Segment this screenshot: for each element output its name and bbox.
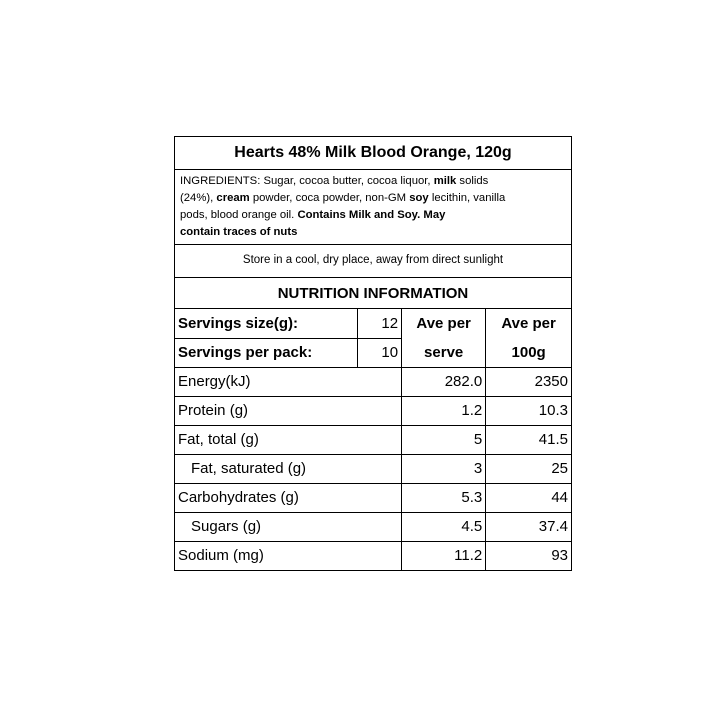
nutrient-per-100g: 10.3 (486, 396, 571, 425)
table-row (175, 541, 571, 570)
nutrient-label: Sugars (g) (175, 512, 402, 541)
table-row (175, 454, 571, 483)
nutrient-per-serve: 5.3 (402, 483, 486, 512)
servings-size-value: 12 (357, 309, 401, 338)
nutrition-label (174, 136, 572, 571)
nutrient-label: Energy(kJ) (175, 367, 402, 396)
ingredients-text-part: lecithin, vanilla (428, 192, 506, 204)
col-header-serve-1: Ave per (402, 309, 486, 338)
ingredients-text (175, 170, 571, 245)
allergen-milk: milk (433, 175, 457, 187)
nutrient-per-100g: 93 (486, 541, 571, 570)
nutrient-label: Protein (g) (175, 396, 402, 425)
ingredients-text-part: (24%), (180, 192, 217, 204)
allergen-statement: Contains Milk and Soy. May (297, 209, 446, 221)
table-row (175, 425, 571, 454)
product-title: Hearts 48% Milk Blood Orange, 120g (175, 137, 571, 170)
ingredients-text-part: solids (456, 175, 489, 187)
allergen-soy: soy (409, 192, 429, 204)
allergen-cream: cream (216, 192, 250, 204)
nutrient-per-100g: 41.5 (486, 425, 571, 454)
ingredients-text-part: INGREDIENTS: Sugar, cocoa butter, cocoa liquor, (180, 175, 434, 187)
nutrient-per-100g: 2350 (486, 367, 571, 396)
nutrition-table (175, 309, 571, 570)
servings-size-label: Servings size(g): (175, 309, 357, 338)
nutrient-label: Sodium (mg) (175, 541, 402, 570)
table-row (175, 483, 571, 512)
storage-instructions: Store in a cool, dry place, away from direct sunlight (175, 245, 571, 278)
servings-per-pack-row (175, 338, 571, 367)
servings-size-row (175, 309, 571, 338)
allergen-statement-cont: contain traces of nuts (180, 226, 298, 238)
table-row (175, 367, 571, 396)
nutrient-per-100g: 37.4 (486, 512, 571, 541)
nutrient-per-serve: 4.5 (402, 512, 486, 541)
col-header-100g-1: Ave per (486, 309, 571, 338)
nutrition-heading: NUTRITION INFORMATION (175, 278, 571, 309)
servings-per-pack-label: Servings per pack: (175, 338, 357, 367)
nutrient-per-serve: 5 (402, 425, 486, 454)
nutrient-per-serve: 282.0 (402, 367, 486, 396)
nutrient-per-100g: 44 (486, 483, 571, 512)
table-row (175, 512, 571, 541)
table-row (175, 396, 571, 425)
nutrient-per-serve: 11.2 (402, 541, 486, 570)
col-header-100g-2: 100g (486, 338, 571, 367)
nutrient-label: Fat, saturated (g) (175, 454, 402, 483)
col-header-serve-2: serve (402, 338, 486, 367)
ingredients-text-part: pods, blood orange oil. (180, 209, 298, 221)
servings-per-pack-value: 10 (357, 338, 401, 367)
nutrient-per-serve: 1.2 (402, 396, 486, 425)
ingredients-text-part: powder, coca powder, non-GM (249, 192, 410, 204)
nutrient-per-serve: 3 (402, 454, 486, 483)
nutrient-per-100g: 25 (486, 454, 571, 483)
nutrient-label: Carbohydrates (g) (175, 483, 402, 512)
nutrient-label: Fat, total (g) (175, 425, 402, 454)
